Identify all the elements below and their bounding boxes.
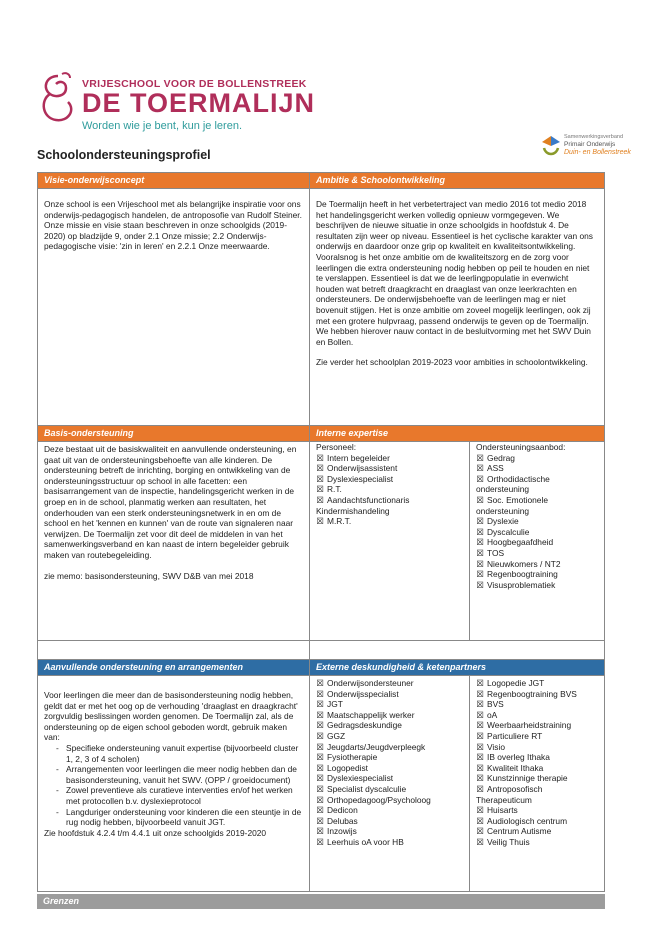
extern-right-item xyxy=(476,763,598,774)
aanbod-item-label: TOS xyxy=(487,547,505,558)
extern-left-item-label: Specialist dyscalculie xyxy=(327,783,407,794)
extern-left-item xyxy=(316,689,465,700)
extern-right-item-label: Particuliere RT xyxy=(487,730,543,741)
extern-right-item-label: Regenboogtraining BVS xyxy=(487,688,577,699)
extern-right-item-label: Weerbaarheidstraining xyxy=(487,720,572,731)
aanbod-item xyxy=(476,569,598,580)
checked-box-icon: ☒ xyxy=(316,699,324,710)
extern-right-item-label: BVS xyxy=(487,699,504,710)
swv-logo-line2: Primair Onderwijs xyxy=(564,141,616,148)
personeel-item-label: R.T. xyxy=(327,484,342,495)
personeel-item xyxy=(316,495,465,516)
aanbod-item xyxy=(476,559,598,570)
aanbod-item xyxy=(476,537,598,548)
extern-left-item-label: Delubas xyxy=(327,815,358,826)
ambitie-paragraph-2: Zie verder het schoolplan 2019-2023 voor ambities in schoolontwikkeling. xyxy=(316,357,588,368)
aanbod-item-label: ASS xyxy=(487,463,504,474)
extern-right-item xyxy=(476,710,598,721)
extern-right-item xyxy=(476,805,598,816)
extern-right-item xyxy=(476,784,598,805)
header-row-3 xyxy=(38,660,604,676)
aanvullend-outro: Zie hoofdstuk 4.2.4 t/m 4.4.1 uit onze schoolgids 2019-2020 xyxy=(44,827,267,838)
checked-box-icon: ☒ xyxy=(476,709,484,720)
extern-right-item xyxy=(476,816,598,827)
checked-box-icon: ☒ xyxy=(316,836,324,847)
personeel-item-label: M.R.T. xyxy=(327,516,352,527)
aanbod-item xyxy=(476,474,598,495)
intern-aanbod-col xyxy=(470,442,602,640)
personeel-item xyxy=(316,453,465,464)
checked-box-icon: ☒ xyxy=(316,826,324,837)
personeel-item xyxy=(316,516,465,527)
aanbod-item-label: Nieuwkomers / NT2 xyxy=(487,558,561,569)
content-row-3 xyxy=(38,676,604,891)
checked-box-icon: ☒ xyxy=(316,516,324,527)
extern-left-item xyxy=(316,731,465,742)
checked-box-icon: ☒ xyxy=(316,473,324,484)
intern-heading xyxy=(310,426,604,441)
checked-box-icon: ☒ xyxy=(316,720,324,731)
extern-right-item-label: Logopedie JGT xyxy=(487,678,545,688)
checked-box-icon: ☒ xyxy=(316,752,324,763)
checked-box-icon: ☒ xyxy=(476,579,484,590)
aanbod-item-label: Soc. Emotionele ondersteuning xyxy=(476,494,548,516)
school-logo-icon xyxy=(36,70,80,126)
org-tagline: Worden wie je bent, kun je leren. xyxy=(82,120,242,132)
checked-box-icon: ☒ xyxy=(316,815,324,826)
aanbod-item-label: Regenboogtraining xyxy=(487,569,558,580)
extern-left-item xyxy=(316,826,465,837)
extern-left-item-label: Orthopedagoog/Psycholoog xyxy=(327,794,431,805)
school-header xyxy=(36,70,626,140)
intern-col2-head: Ondersteuningsaanbod: xyxy=(476,442,566,452)
checked-box-icon: ☒ xyxy=(476,569,484,580)
grenzen-heading: Grenzen xyxy=(37,894,605,909)
checked-box-icon: ☒ xyxy=(476,463,484,474)
extern-right-item-label: IB overleg Ithaka xyxy=(487,752,550,763)
aanvullend-body xyxy=(38,676,310,891)
aanbod-item xyxy=(476,495,598,516)
swv-logo-line1: Samenwerkingsverband xyxy=(564,134,624,140)
intern-aanbod-list xyxy=(476,453,598,591)
checked-box-icon: ☒ xyxy=(316,773,324,784)
extern-left-item xyxy=(316,773,465,784)
basis-heading: Basis-ondersteuning xyxy=(38,426,310,441)
extern-right-item-label: Huisarts xyxy=(487,805,518,816)
extern-left-item-label: Onderwijsondersteuner xyxy=(327,678,414,688)
header-row-1 xyxy=(38,173,604,189)
extern-right-item xyxy=(476,752,598,763)
extern-right-item xyxy=(476,773,598,784)
extern-left-item xyxy=(316,805,465,816)
checked-box-icon: ☒ xyxy=(476,720,484,731)
aanbod-item-label: Dyslexie xyxy=(487,516,519,527)
extern-left-item-label: Logopedist xyxy=(327,762,368,773)
extern-right-item-label: Audiologisch centrum xyxy=(487,815,568,826)
extern-left-item xyxy=(316,699,465,710)
swv-logo xyxy=(540,134,630,164)
extern-left-item xyxy=(316,710,465,721)
extern-left-item xyxy=(316,837,465,848)
extern-right-item xyxy=(476,689,598,700)
extern-right-item xyxy=(476,678,598,689)
checked-box-icon: ☒ xyxy=(476,699,484,710)
extern-left-item-label: Dedicon xyxy=(327,805,358,816)
checked-box-icon: ☒ xyxy=(316,494,324,505)
extern-left-item-label: Maatschappelijk werker xyxy=(327,709,415,720)
aanbod-item xyxy=(476,548,598,559)
personeel-item xyxy=(316,463,465,474)
extern-left-item xyxy=(316,678,465,689)
swv-logo-icon xyxy=(540,134,562,158)
intern-personeel-list xyxy=(316,453,465,527)
checked-box-icon: ☒ xyxy=(476,805,484,816)
personeel-item-label: Intern begeleider xyxy=(327,452,390,463)
aanvullend-list-item: - Specifieke ondersteuning vanuit expertise (bijvoorbeeld cluster 1, 2, 3 of 4 scholen) xyxy=(66,743,303,764)
checked-box-icon: ☒ xyxy=(316,805,324,816)
extern-right-item xyxy=(476,699,598,710)
spacer-left xyxy=(38,641,310,659)
aanbod-item xyxy=(476,580,598,591)
ambitie-paragraph-1: De Toermalijn heeft in het verbetertraject van medio 2016 tot medio 2018 het handelingsgericht werken volledig opnieuw vormgegeven. We beschrijven de nieuwe situatie in onze schoolgids in hoofdstuk 4. De resultaten zijn weer op niveau. Essentieel is het cyclische karakter van ons onderwijs en daardoor onze grip op kwaliteit en kwaliteitsontwikkeling. Vooralsnog is het onze ambitie om de kwaliteitszorg en de zorg voor leerlingen die extra ondersteuning nodig hebben op peil te houden en niet te verslappen. Essentieel is dat we de leerlingpopulatie in evenwicht houden wat betreft draagkracht en draaglast van onze leerkrachten en ondersteuners. De onderwijsbehoefte van de leerlingen mag er niet bovenuit stijgen. Het is onze ambitie om zoveel mogelijk leerlingen, ook zij met een grotere hulpvraag, passend onderwijs te geven op de Toermalijn. We hebben hierover nauw contact in de besluitvorming met het SWV Duin en Bollen. xyxy=(316,199,593,347)
extern-left-item-label: Fysiotherapie xyxy=(327,752,378,763)
intern-col1-head: Personeel: xyxy=(316,442,357,452)
checked-box-icon: ☒ xyxy=(476,537,484,548)
org-subtitle: VRIJESCHOOL VOOR DE BOLLENSTREEK xyxy=(82,78,307,90)
checked-box-icon: ☒ xyxy=(316,730,324,741)
checked-box-icon: ☒ xyxy=(476,473,484,484)
aanvullend-list-item: - Langduriger ondersteuning voor kinderen die een steuntje in de rug nodig hebben, bijvoorbeeld vanuit JGT. xyxy=(66,807,303,828)
checked-box-icon: ☒ xyxy=(476,558,484,569)
spacer-row xyxy=(38,641,604,660)
extern-right-item-label: Centrum Autisme xyxy=(487,826,552,837)
checked-box-icon: ☒ xyxy=(476,494,484,505)
extern-right-item-label: Antroposofisch Therapeuticum xyxy=(476,783,543,805)
checked-box-icon: ☒ xyxy=(476,678,484,688)
checked-box-icon: ☒ xyxy=(316,484,324,495)
content-row-2 xyxy=(38,442,604,641)
aanvullend-list-item: - Zowel preventieve als curatieve interventies en/of het werken met protocollen b.v. dyslexieprotocol xyxy=(66,785,303,806)
extern-right-item xyxy=(476,731,598,742)
aanbod-item-label: Gedrag xyxy=(487,452,515,463)
intern-personeel-col xyxy=(310,442,470,640)
checked-box-icon: ☒ xyxy=(476,815,484,826)
aanbod-item xyxy=(476,516,598,527)
extern-right-item-label: Kwaliteit Ithaka xyxy=(487,762,544,773)
extern-left-item xyxy=(316,784,465,795)
visie-heading: Visie-onderwijsconcept xyxy=(38,173,310,188)
checked-box-icon: ☒ xyxy=(316,688,324,699)
extern-list-right xyxy=(470,676,602,891)
extern-left-item xyxy=(316,763,465,774)
personeel-item-label: Dyslexiespecialist xyxy=(327,473,394,484)
intern-heading-title: Interne expertise xyxy=(316,428,389,438)
profile-table xyxy=(37,172,605,892)
extern-right-item xyxy=(476,742,598,753)
aanbod-item xyxy=(476,527,598,538)
checked-box-icon: ☒ xyxy=(476,752,484,763)
swv-logo-line3: Duin- en Bollenstreek xyxy=(564,149,631,156)
basis-body xyxy=(38,442,310,640)
personeel-item xyxy=(316,474,465,485)
aanbod-item-label: Visusproblematiek xyxy=(487,579,556,590)
spacer-right xyxy=(310,641,604,659)
ambitie-body xyxy=(310,189,604,425)
extern-left-item-label: Inzowijs xyxy=(327,826,357,837)
extern-left-item-label: Leerhuis oA voor HB xyxy=(327,836,404,847)
extern-left-item-label: GGZ xyxy=(327,730,346,741)
checked-box-icon: ☒ xyxy=(476,773,484,784)
personeel-item-label: Onderwijsassistent xyxy=(327,463,398,474)
aanbod-item-label: Orthodidactische ondersteuning xyxy=(476,473,550,495)
aanbod-item-label: Hoogbegaafdheid xyxy=(487,537,554,548)
checked-box-icon: ☒ xyxy=(476,826,484,837)
extern-left-item-label: Jeugdarts/Jeugdverpleegk xyxy=(327,741,426,752)
checked-box-icon: ☒ xyxy=(476,688,484,699)
checked-box-icon: ☒ xyxy=(476,836,484,847)
visie-paragraph-2: Onze missie en visie staan beschreven in onze schoolgids (2019-2020) op bladzijde 9, onder 2.1 Onze missie; 2.2 Onderwijs-pedagogische visie: 'zin in leren' en 2.2.1 Onze meerwaarde. xyxy=(44,220,288,252)
extern-left-item-label: JGT xyxy=(327,699,343,710)
page-title: Schoolondersteuningsprofiel xyxy=(37,148,211,162)
aanvullend-list xyxy=(44,743,303,828)
extern-left-item xyxy=(316,816,465,827)
aanbod-item-label: Dyscalculie xyxy=(487,526,530,537)
extern-right-item-label: oA xyxy=(487,709,498,720)
extern-left-item-label: Gedragsdeskundige xyxy=(327,720,402,731)
checked-box-icon: ☒ xyxy=(316,794,324,805)
checked-box-icon: ☒ xyxy=(476,547,484,558)
checked-box-icon: ☒ xyxy=(316,678,324,688)
extern-right-item xyxy=(476,837,598,848)
checked-box-icon: ☒ xyxy=(476,741,484,752)
personeel-item-label: Aandachtsfunctionaris Kindermishandeling xyxy=(316,494,410,516)
content-row-1 xyxy=(38,189,604,426)
extern-left-item-label: Dyslexiespecialist xyxy=(327,773,394,784)
aanvullend-intro: Voor leerlingen die meer dan de basisondersteuning nodig hebben, geldt dat er met het oog op de verhouding 'draaglast en draagkracht' zorgvuldig beslissingen worden genomen. De Toermalijn zal, als de ondersteuning op de eigen school geboden wordt, gebruik maken van: xyxy=(44,690,298,743)
basis-paragraph-1: Deze bestaat uit de basiskwaliteit en aanvullende ondersteuning, en gaat uit van de ondersteuningsbehoefte van alle kinderen. De ondersteuning betreft de inrichting, borging en ontwikkeling van de ondersteuningsstructuur op school in alle facetten: een basisarrangement van de inspectie, handelingsgericht werken in de groep en in de school, planmatig werken aan resultaten, het onderhouden van een sterk ondersteuningsnetwerk in en om de school en het 'kennen en kunnen' van de route van signaleren naar verwijzen. De Toermalijn zet voor dit deel de middelen in van het samenwerkingsverband en kan naast de intern begeleider gebruik maken van routebegeleiding. xyxy=(44,444,297,560)
extern-body xyxy=(310,676,604,891)
extern-left-item xyxy=(316,720,465,731)
aanbod-item xyxy=(476,453,598,464)
org-name: DE TOERMALIJN xyxy=(82,88,316,118)
extern-left-item xyxy=(316,795,465,806)
extern-left-item xyxy=(316,742,465,753)
personeel-item xyxy=(316,484,465,495)
checked-box-icon: ☒ xyxy=(316,783,324,794)
aanvullend-heading: Aanvullende ondersteuning en arrangementen xyxy=(38,660,310,675)
checked-box-icon: ☒ xyxy=(316,463,324,474)
extern-right-item-label: Visio xyxy=(487,741,506,752)
ambitie-heading: Ambitie & Schoolontwikkeling xyxy=(310,173,604,188)
checked-box-icon: ☒ xyxy=(476,452,484,463)
visie-body xyxy=(38,189,310,425)
basis-paragraph-2: zie memo: basisondersteuning, SWV D&B van mei 2018 xyxy=(44,570,254,581)
checked-box-icon: ☒ xyxy=(316,741,324,752)
checked-box-icon: ☒ xyxy=(476,730,484,741)
extern-right-item-label: Veilig Thuis xyxy=(487,836,530,847)
extern-list-left xyxy=(310,676,470,891)
extern-left-item xyxy=(316,752,465,763)
checked-box-icon: ☒ xyxy=(316,762,324,773)
intern-body xyxy=(310,442,604,640)
header-row-2 xyxy=(38,426,604,442)
extern-right-item xyxy=(476,826,598,837)
checked-box-icon: ☒ xyxy=(476,526,484,537)
aanbod-item xyxy=(476,463,598,474)
extern-right-item xyxy=(476,720,598,731)
checked-box-icon: ☒ xyxy=(316,709,324,720)
checked-box-icon: ☒ xyxy=(476,783,484,794)
checked-box-icon: ☒ xyxy=(476,762,484,773)
aanvullend-list-item: - Arrangementen voor leerlingen die meer nodig hebben dan de basisondersteuning, vanuit het SWV. (OPP / groeidocument) xyxy=(66,764,303,785)
checked-box-icon: ☒ xyxy=(316,452,324,463)
checked-box-icon: ☒ xyxy=(476,516,484,527)
extern-left-item-label: Onderwijsspecialist xyxy=(327,688,399,699)
visie-paragraph-1: Onze school is een Vrijeschool met als belangrijke inspiratie voor ons onderwijs-pedagogisch handelen, de antroposofie van Rudolf Steiner. xyxy=(44,199,302,220)
extern-heading: Externe deskundigheid & ketenpartners xyxy=(310,660,604,675)
extern-right-item-label: Kunstzinnige therapie xyxy=(487,773,568,784)
